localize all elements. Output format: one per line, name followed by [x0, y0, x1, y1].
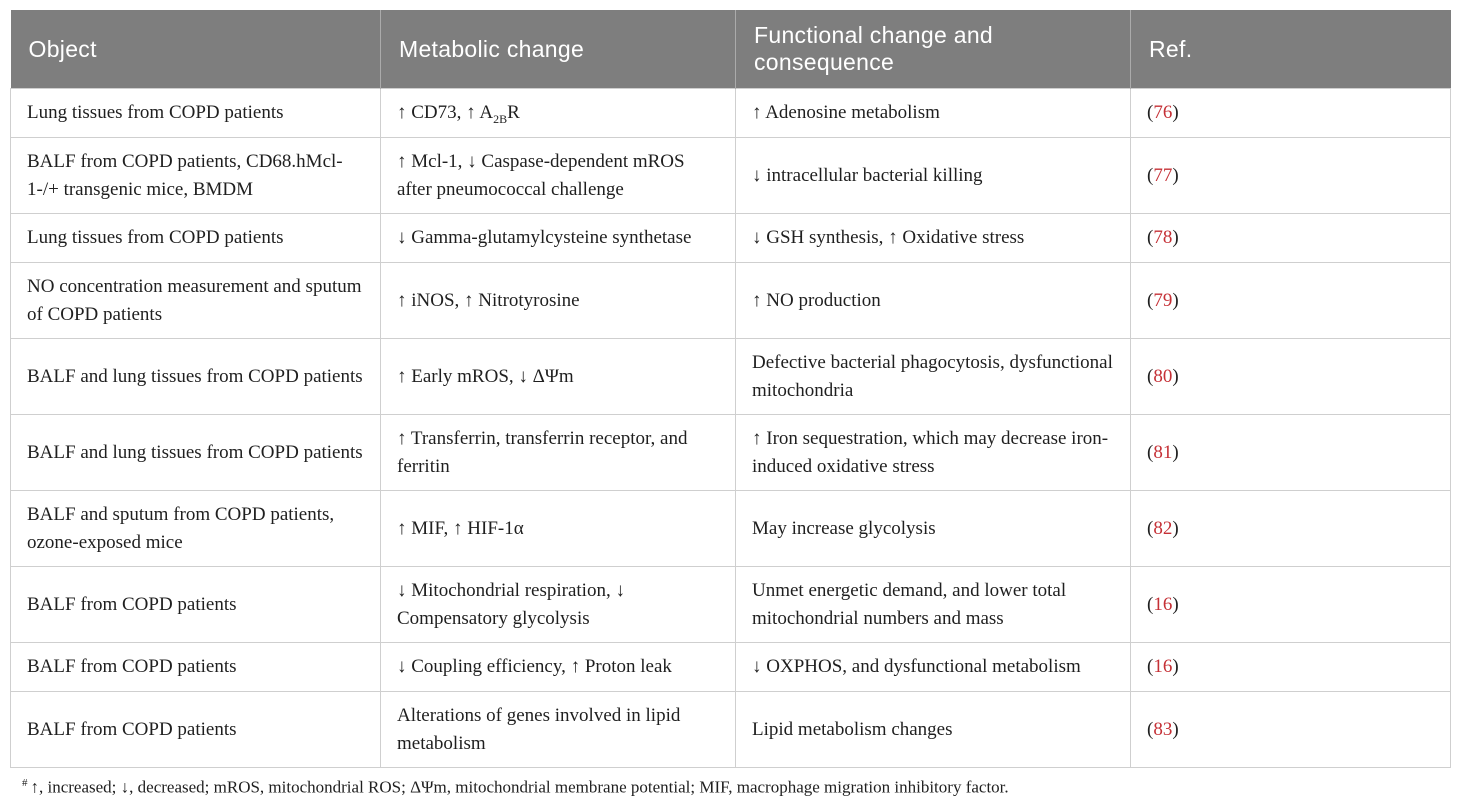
table-row	[11, 643, 1451, 692]
table-row	[11, 89, 1451, 138]
cell-object: Lung tissues from COPD patients	[11, 214, 381, 263]
column-header-object: Object	[11, 10, 381, 89]
cell-metabolic-change: ↑ Mcl-1, ↓ Caspase-dependent mROS after pneumococcal challenge	[381, 138, 736, 214]
ref-paren-close: )	[1172, 718, 1179, 740]
cell-functional-change: ↓ OXPHOS, and dysfunctional metabolism	[736, 643, 1131, 692]
cell-object: NO concentration measurement and sputum of COPD patients	[11, 263, 381, 339]
cell-metabolic-change: ↑ Transferrin, transferrin receptor, and ferritin	[381, 415, 736, 491]
cell-ref	[1131, 89, 1451, 138]
ref-paren-open: (	[1147, 656, 1154, 678]
table-footnote	[22, 777, 1450, 798]
table-row	[11, 263, 1451, 339]
ref-citation-link[interactable]: 78	[1153, 227, 1173, 249]
cell-functional-change: ↑ Iron sequestration, which may decrease iron-induced oxidative stress	[736, 415, 1131, 491]
metabolic-table	[10, 10, 1451, 768]
cell-functional-change: Lipid metabolism changes	[736, 692, 1131, 768]
cell-ref	[1131, 567, 1451, 643]
table-row	[11, 138, 1451, 214]
cell-functional-change: Unmet energetic demand, and lower total mitochondrial numbers and mass	[736, 567, 1131, 643]
cell-ref	[1131, 692, 1451, 768]
ref-paren-close: )	[1172, 517, 1179, 539]
ref-citation-link[interactable]: 79	[1153, 289, 1173, 311]
ref-paren-close: )	[1172, 441, 1179, 463]
ref-paren-open: (	[1147, 102, 1154, 124]
table-row	[11, 415, 1451, 491]
metabolic-text-prefix: ↑ CD73, ↑ A	[397, 102, 494, 124]
ref-paren-open: (	[1147, 164, 1154, 186]
cell-functional-change: May increase glycolysis	[736, 491, 1131, 567]
metabolic-text-suffix: R	[507, 102, 520, 124]
metabolic-text-subscript: 2B	[493, 112, 508, 127]
ref-citation-link[interactable]: 81	[1153, 441, 1173, 463]
ref-paren-open: (	[1147, 718, 1154, 740]
cell-ref	[1131, 491, 1451, 567]
ref-paren-close: )	[1172, 102, 1179, 124]
ref-paren-open: (	[1147, 517, 1154, 539]
column-header-functional-change: Functional change and consequence	[736, 10, 1131, 89]
ref-paren-open: (	[1147, 365, 1154, 387]
cell-ref	[1131, 138, 1451, 214]
cell-functional-change: ↓ GSH synthesis, ↑ Oxidative stress	[736, 214, 1131, 263]
ref-paren-open: (	[1147, 227, 1154, 249]
ref-paren-close: )	[1172, 227, 1179, 249]
table-row	[11, 567, 1451, 643]
cell-object: BALF from COPD patients	[11, 643, 381, 692]
ref-citation-link[interactable]: 77	[1153, 164, 1173, 186]
cell-functional-change: Defective bacterial phagocytosis, dysfunctional mitochondria	[736, 339, 1131, 415]
cell-ref	[1131, 214, 1451, 263]
cell-functional-change: ↑ Adenosine metabolism	[736, 89, 1131, 138]
ref-paren-close: )	[1172, 164, 1179, 186]
cell-metabolic-change: ↓ Gamma-glutamylcysteine synthetase	[381, 214, 736, 263]
ref-paren-open: (	[1147, 593, 1154, 615]
cell-metabolic-change	[381, 89, 736, 138]
cell-object: BALF from COPD patients	[11, 567, 381, 643]
table-row	[11, 214, 1451, 263]
ref-paren-close: )	[1172, 365, 1179, 387]
ref-citation-link[interactable]: 16	[1153, 593, 1173, 615]
ref-paren-close: )	[1172, 289, 1179, 311]
header-row	[11, 10, 1451, 89]
cell-metabolic-change: Alterations of genes involved in lipid metabolism	[381, 692, 736, 768]
ref-citation-link[interactable]: 83	[1153, 718, 1173, 740]
ref-paren-open: (	[1147, 441, 1154, 463]
table-row	[11, 339, 1451, 415]
ref-citation-link[interactable]: 82	[1153, 517, 1173, 539]
cell-ref	[1131, 263, 1451, 339]
ref-paren-open: (	[1147, 289, 1154, 311]
cell-metabolic-change: ↑ MIF, ↑ HIF-1α	[381, 491, 736, 567]
ref-paren-close: )	[1172, 656, 1179, 678]
ref-citation-link[interactable]: 16	[1153, 656, 1173, 678]
cell-metabolic-change: ↑ Early mROS, ↓ ΔΨm	[381, 339, 736, 415]
cell-object: BALF and lung tissues from COPD patients	[11, 415, 381, 491]
table-row	[11, 692, 1451, 768]
cell-ref	[1131, 339, 1451, 415]
table-header	[11, 10, 1451, 89]
cell-object: BALF from COPD patients	[11, 692, 381, 768]
footnote-text: ↑, increased; ↓, decreased; mROS, mitochondrial ROS; ΔΨm, mitochondrial membrane potential; MIF, macrophage migration inhibitory factor.	[30, 777, 1009, 797]
cell-functional-change: ↑ NO production	[736, 263, 1131, 339]
footnote-marker: #	[22, 777, 28, 789]
cell-object: BALF and sputum from COPD patients, ozone-exposed mice	[11, 491, 381, 567]
cell-functional-change: ↓ intracellular bacterial killing	[736, 138, 1131, 214]
table-body	[11, 89, 1451, 768]
cell-ref	[1131, 643, 1451, 692]
cell-metabolic-change: ↑ iNOS, ↑ Nitrotyrosine	[381, 263, 736, 339]
cell-object: BALF and lung tissues from COPD patients	[11, 339, 381, 415]
table-row	[11, 491, 1451, 567]
cell-ref	[1131, 415, 1451, 491]
cell-object: BALF from COPD patients, CD68.hMcl-1-/+ transgenic mice, BMDM	[11, 138, 381, 214]
cell-metabolic-change: ↓ Coupling efficiency, ↑ Proton leak	[381, 643, 736, 692]
column-header-metabolic-change: Metabolic change	[381, 10, 736, 89]
ref-citation-link[interactable]: 76	[1153, 102, 1173, 124]
column-header-ref: Ref.	[1131, 10, 1451, 89]
cell-metabolic-change: ↓ Mitochondrial respiration, ↓ Compensatory glycolysis	[381, 567, 736, 643]
ref-citation-link[interactable]: 80	[1153, 365, 1173, 387]
ref-paren-close: )	[1172, 593, 1179, 615]
cell-object: Lung tissues from COPD patients	[11, 89, 381, 138]
